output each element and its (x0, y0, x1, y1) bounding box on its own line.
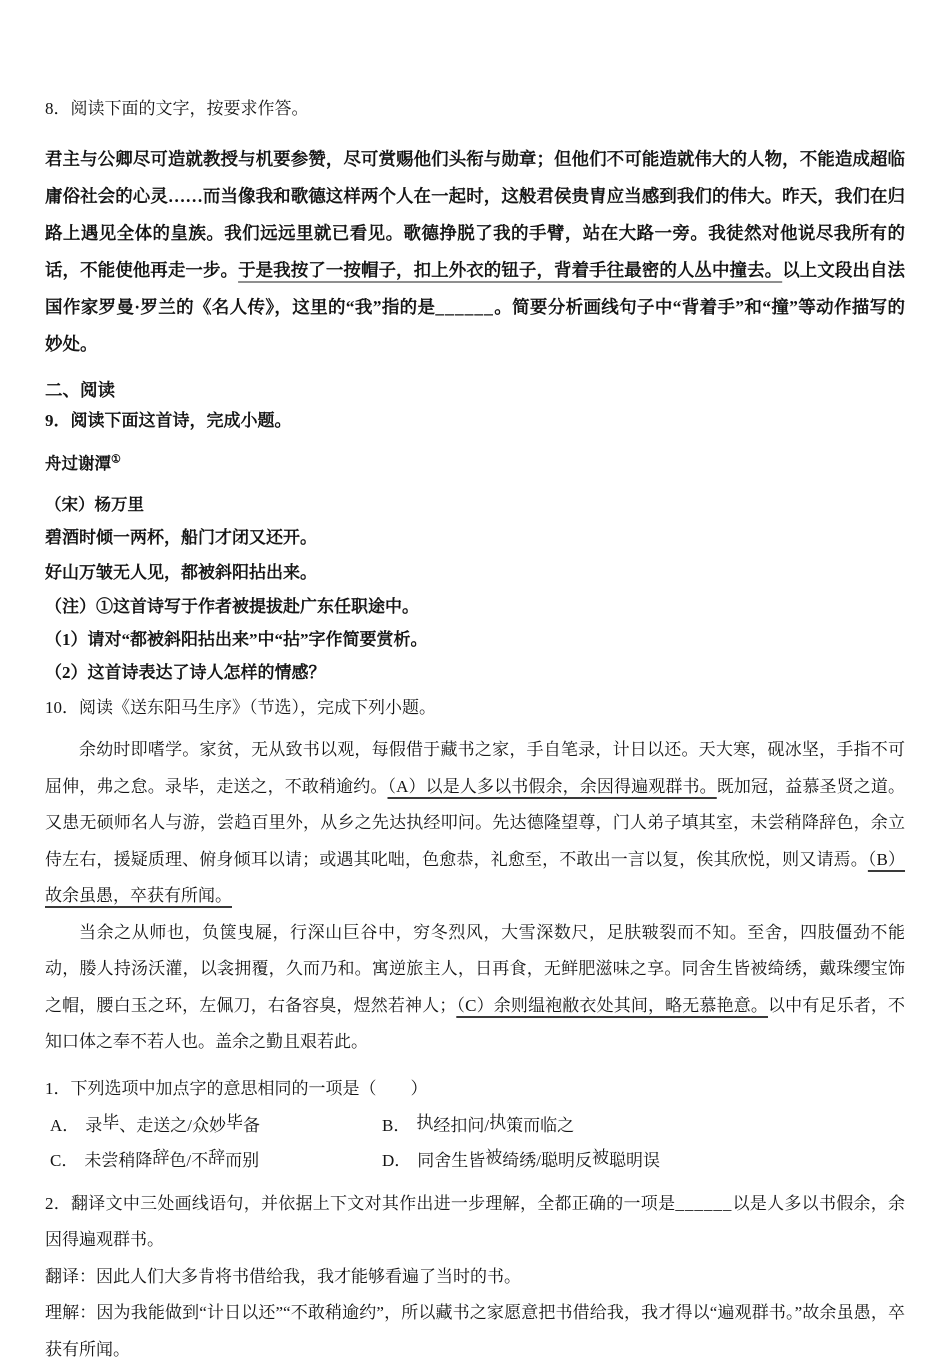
option-b-label: B． (382, 1115, 411, 1135)
dotted-char: 执 (489, 1112, 507, 1132)
question-10 (45, 696, 905, 1368)
question-9-sub-1: （1）请对“都被斜阳拈出来”中“拈”字作简要赏析。 (45, 630, 428, 649)
passage-text-mid: 以上文段出自法国作家罗曼·罗兰的《名人传》，这里的“我”指的是 (45, 260, 906, 317)
underlined-sentence: 于是我按了一按帽子，扣上外衣的钮子，背着手往最密的人丛中撞去。 (238, 260, 783, 280)
classical-text: 余幼时即嗜学。家贫，无从致书以观，每假借于藏书之家，手自笔录，计日以还。天大寒，砚冰坚，手指不可屈伸，弗之怠。录毕，走送之，不敢稍逾约。 (45, 740, 905, 796)
option-c (50, 1147, 382, 1172)
dotted-char: 毕 (102, 1112, 120, 1132)
poem-note: （注）①这首诗写于作者被提拔赴广东任职途中。 (45, 597, 419, 616)
poem-line-1: 碧酒时倾一两杯，船门才闭又还开。 (45, 528, 317, 547)
classical-text: 当余之从师也，负箧曳屣，行深山巨谷中，穷冬烈风，大雪深数尺，足肤皲裂而不知。至舍，四肢僵劲不能动，媵人持汤沃灌，以衾拥覆，久而乃和。寓逆旅主人，日再食，无鲜肥滋味之享。同舍生皆被绮绣，戴珠缨宝饰之帽，腰白玉之环，左佩刀，右备容臭，煜然若神人； (45, 922, 905, 1015)
passage-text-tail: 。简要分析画线句子中“背着手”和“撞”等动作描写的妙处。 (45, 297, 905, 354)
option-text: 聪明误 (609, 1150, 661, 1170)
classical-paragraph-2 (45, 915, 905, 1061)
classical-text: 以中有足乐者，不知口体之奉不若人也。盖余之勤且艰若此。 (45, 995, 906, 1051)
underlined-sentence-a: （A）以是人多以书假余，余因得遍观群书。 (387, 776, 717, 796)
question-9-sub-2: （2）这首诗表达了诗人怎样的情感？ (45, 663, 326, 682)
footnote-marker: ① (111, 453, 121, 466)
option-text: 同舍生皆 (417, 1150, 486, 1170)
option-text: 而别 (225, 1150, 260, 1170)
option-d (382, 1147, 905, 1172)
option-text: 、走送之/众妙 (119, 1115, 227, 1135)
sub-question-2-quote: 以是人多以书假余，余因得遍观群书。 (45, 1193, 906, 1249)
option-b (382, 1112, 905, 1137)
dotted-char: 被 (485, 1147, 503, 1167)
classical-text: 既加冠，益慕圣贤之道。又患无硕师名人与游，尝趋百里外，从乡之先达执经叩问。先达德隆望尊，门人弟子填其室，未尝稍降辞色，余立侍左右，援疑质理、俯身倾耳以请；或遇其叱咄，色愈恭，礼愈至，不敢出一言以复，俟其欣悦，则又请焉。 (45, 776, 906, 869)
option-text: 绮绣/聪明反 (502, 1150, 593, 1170)
fill-in-blank: ______ (435, 297, 494, 317)
dotted-char: 执 (416, 1112, 434, 1132)
dotted-char: 被 (592, 1147, 610, 1167)
classical-paragraph-1 (45, 732, 905, 915)
sub-question-1-stem: 1．下列选项中加点字的意思相同的一项是（ ） (45, 1078, 428, 1098)
underlined-sentence-b: （B）故余虽愚，卒获有所闻。 (45, 849, 906, 905)
sub-question-2-stem (45, 1186, 905, 1259)
dotted-char: 毕 (226, 1112, 244, 1132)
option-text: 色/不 (169, 1150, 209, 1170)
fill-in-blank: ______ (675, 1193, 733, 1213)
sub-question-2-text: 2．翻译文中三处画线语句，并依据上下文对其作出进一步理解，全都正确的一项是 (45, 1193, 676, 1213)
question-9-stem: 9．阅读下面这首诗，完成小题。 (45, 411, 292, 430)
translation-line: 翻译：因此人们大多肯将书借给我，我才能够看遍了当时的书。 (45, 1266, 521, 1286)
question-9 (45, 409, 905, 684)
passage-text-pre: 君主与公卿尽可造就教授与机要参赞，尽可赏赐他们头衔与勋章；但他们不可能造就伟大的人物，不能造成超临庸俗社会的心灵……而当像我和歌德这样两个人在一起时，这般君侯贵胄应当感到我们的伟大。昨天，我们在归路上遇见全体的皇族。我们远远里就已看见。歌德挣脱了我的手臂，站在大路一旁。我徒然对他说尽我所有的话，不能使他再走一步。 (45, 149, 905, 280)
poem-line-2: 好山万皱无人见，都被斜阳拈出来。 (45, 563, 317, 582)
option-c-label: C． (50, 1150, 79, 1170)
understanding-paragraph: 理解：因为我能做到“计日以还”“不敢稍逾约”，所以藏书之家愿意把书借给我，我才得以“遍观群书。”故余虽愚，卒获有所闻。 (45, 1303, 905, 1359)
dotted-char: 辞 (208, 1147, 226, 1167)
question-8-stem: 8．阅读下面的文字，按要求作答。 (45, 99, 309, 118)
poem-author: （宋）杨万里 (45, 495, 144, 514)
option-text: 未尝稍降 (84, 1150, 153, 1170)
option-d-label: D． (382, 1150, 412, 1170)
option-text: 策而临之 (506, 1115, 575, 1135)
question-8 (45, 97, 905, 363)
section-2-heading: 二、阅读 (45, 380, 115, 400)
poem-title-text: 舟过谢潭 (45, 454, 111, 473)
option-text: 备 (243, 1115, 261, 1135)
question-10-stem: 10．阅读《送东阳马生序》（节选），完成下列小题。 (45, 698, 436, 717)
option-a-label: A． (50, 1115, 80, 1135)
option-a (50, 1112, 382, 1137)
options-grid (45, 1112, 905, 1172)
option-text: 录 (85, 1115, 103, 1135)
question-8-passage (45, 141, 905, 363)
poem-title (45, 450, 905, 474)
dotted-char: 辞 (152, 1147, 170, 1167)
option-text: 经扣问/ (433, 1115, 490, 1135)
underlined-sentence-c: （C）余则缊袍敝衣处其间，略无慕艳意。 (456, 995, 768, 1015)
